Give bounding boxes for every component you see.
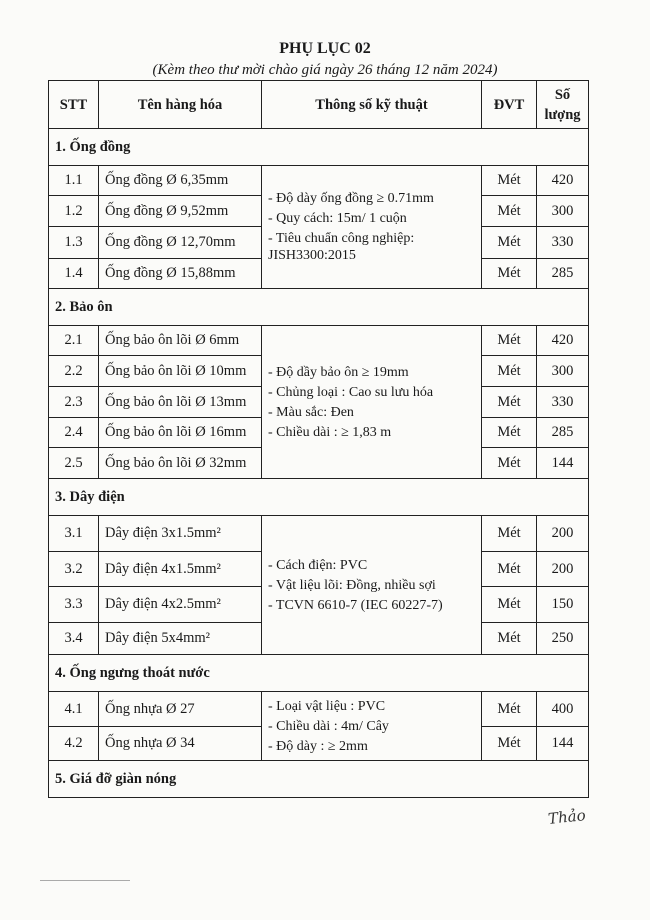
item-name: Ống bảo ôn lõi Ø 6mm bbox=[99, 326, 262, 356]
table-row bbox=[49, 692, 589, 727]
item-stt: 2.4 bbox=[49, 418, 99, 448]
item-stt: 1.1 bbox=[49, 166, 99, 196]
item-qty: 420 bbox=[537, 326, 589, 356]
item-name: Dây điện 4x2.5mm² bbox=[99, 587, 262, 623]
item-unit: Mét bbox=[482, 166, 537, 196]
item-stt: 2.3 bbox=[49, 387, 99, 418]
item-name: Ống bảo ôn lõi Ø 32mm bbox=[99, 448, 262, 479]
spec-line: - Cách điện: PVC bbox=[268, 557, 368, 573]
item-qty: 200 bbox=[537, 516, 589, 552]
item-qty: 300 bbox=[537, 356, 589, 387]
group-row bbox=[49, 129, 589, 166]
item-qty: 400 bbox=[537, 692, 589, 727]
item-unit: Mét bbox=[482, 587, 537, 623]
item-qty: 250 bbox=[537, 623, 589, 655]
item-stt: 1.4 bbox=[49, 259, 99, 289]
header-qty-line1: Số bbox=[554, 86, 571, 103]
group-spec bbox=[262, 166, 482, 289]
item-unit: Mét bbox=[482, 623, 537, 655]
item-unit: Mét bbox=[482, 692, 537, 727]
spec-line: - Quy cách: 15m/ 1 cuộn bbox=[268, 211, 407, 226]
table-header-row bbox=[49, 81, 589, 129]
document-title: PHỤ LỤC 02 bbox=[279, 40, 371, 57]
item-qty: 330 bbox=[537, 387, 589, 418]
item-stt: 2.2 bbox=[49, 356, 99, 387]
item-stt: 2.5 bbox=[49, 448, 99, 479]
item-name: Ống đồng Ø 9,52mm bbox=[99, 196, 262, 227]
item-qty: 200 bbox=[537, 552, 589, 587]
item-qty: 144 bbox=[537, 448, 589, 479]
item-qty: 285 bbox=[537, 259, 589, 289]
item-name: Dây điện 4x1.5mm² bbox=[99, 552, 262, 587]
handwritten-signature: Thảo bbox=[547, 806, 587, 828]
item-qty: 420 bbox=[537, 166, 589, 196]
group-spec bbox=[262, 692, 482, 761]
item-stt: 3.4 bbox=[49, 623, 99, 655]
item-stt: 1.3 bbox=[49, 227, 99, 259]
item-name: Ống nhựa Ø 27 bbox=[99, 692, 262, 727]
item-qty: 150 bbox=[537, 587, 589, 623]
group-spec bbox=[262, 326, 482, 479]
table-row bbox=[49, 166, 589, 196]
spec-line: - Độ dầy bảo ôn ≥ 19mm bbox=[268, 364, 409, 380]
item-stt: 3.2 bbox=[49, 552, 99, 587]
table-row bbox=[49, 516, 589, 552]
group-row bbox=[49, 289, 589, 326]
group-title: 2. Bảo ôn bbox=[49, 289, 589, 326]
footer-rule bbox=[40, 880, 130, 881]
header-stt: STT bbox=[49, 81, 99, 129]
table-row bbox=[49, 326, 589, 356]
item-qty: 300 bbox=[537, 196, 589, 227]
header-qty bbox=[537, 81, 589, 129]
item-unit: Mét bbox=[482, 727, 537, 761]
item-stt: 4.1 bbox=[49, 692, 99, 727]
item-name: Dây điện 5x4mm² bbox=[99, 623, 262, 655]
item-stt: 1.2 bbox=[49, 196, 99, 227]
item-qty: 285 bbox=[537, 418, 589, 448]
item-unit: Mét bbox=[482, 356, 537, 387]
item-unit: Mét bbox=[482, 418, 537, 448]
item-qty: 330 bbox=[537, 227, 589, 259]
item-stt: 3.3 bbox=[49, 587, 99, 623]
header-unit: ĐVT bbox=[482, 81, 537, 129]
spec-line: - Độ dày : ≥ 2mm bbox=[268, 738, 368, 754]
header-qty-line2: lượng bbox=[544, 106, 581, 123]
item-unit: Mét bbox=[482, 448, 537, 479]
spec-line: - Chủng loại : Cao su lưu hóa bbox=[268, 384, 434, 400]
group-title: 5. Giá đỡ giàn nóng bbox=[49, 761, 589, 798]
spec-line: - Vật liệu lõi: Đồng, nhiều sợi bbox=[268, 577, 436, 593]
group-row bbox=[49, 761, 589, 798]
item-unit: Mét bbox=[482, 326, 537, 356]
item-name: Ống đồng Ø 12,70mm bbox=[99, 227, 262, 259]
item-qty: 144 bbox=[537, 727, 589, 761]
item-unit: Mét bbox=[482, 387, 537, 418]
group-spec bbox=[262, 516, 482, 655]
item-name: Ống nhựa Ø 34 bbox=[99, 727, 262, 761]
item-name: Dây điện 3x1.5mm² bbox=[99, 516, 262, 552]
goods-table bbox=[48, 80, 589, 798]
group-title: 4. Ống ngưng thoát nước bbox=[49, 655, 589, 692]
item-unit: Mét bbox=[482, 552, 537, 587]
spec-line: - Độ dày ống đồng ≥ 0.71mm bbox=[268, 191, 434, 206]
spec-line: - Màu sắc: Đen bbox=[268, 404, 354, 420]
group-row bbox=[49, 479, 589, 516]
item-name: Ống bảo ôn lõi Ø 10mm bbox=[99, 356, 262, 387]
spec-line: - Tiêu chuẩn công nghiệp: JISH3300:2015 bbox=[268, 231, 415, 263]
item-name: Ống bảo ôn lõi Ø 13mm bbox=[99, 387, 262, 418]
spec-line: - TCVN 6610-7 (IEC 60227-7) bbox=[268, 597, 443, 613]
table-body bbox=[49, 129, 589, 798]
item-name: Ống đồng Ø 15,88mm bbox=[99, 259, 262, 289]
group-title: 3. Dây điện bbox=[49, 479, 589, 516]
document-subtitle: (Kèm theo thư mời chào giá ngày 26 tháng 12 năm 2024) bbox=[152, 62, 498, 78]
item-stt: 2.1 bbox=[49, 326, 99, 356]
item-stt: 3.1 bbox=[49, 516, 99, 552]
item-name: Ống bảo ôn lõi Ø 16mm bbox=[99, 418, 262, 448]
item-unit: Mét bbox=[482, 196, 537, 227]
header-spec: Thông số kỹ thuật bbox=[262, 81, 482, 129]
spec-line: - Loại vật liệu : PVC bbox=[268, 698, 386, 714]
spec-line: - Chiều dài : ≥ 1,83 m bbox=[268, 424, 392, 440]
header-name: Tên hàng hóa bbox=[99, 81, 262, 129]
item-unit: Mét bbox=[482, 227, 537, 259]
spec-line: - Chiều dài : 4m/ Cây bbox=[268, 718, 389, 734]
item-name: Ống đồng Ø 6,35mm bbox=[99, 166, 262, 196]
group-row bbox=[49, 655, 589, 692]
item-unit: Mét bbox=[482, 516, 537, 552]
item-unit: Mét bbox=[482, 259, 537, 289]
item-stt: 4.2 bbox=[49, 727, 99, 761]
group-title: 1. Ống đồng bbox=[49, 129, 589, 166]
